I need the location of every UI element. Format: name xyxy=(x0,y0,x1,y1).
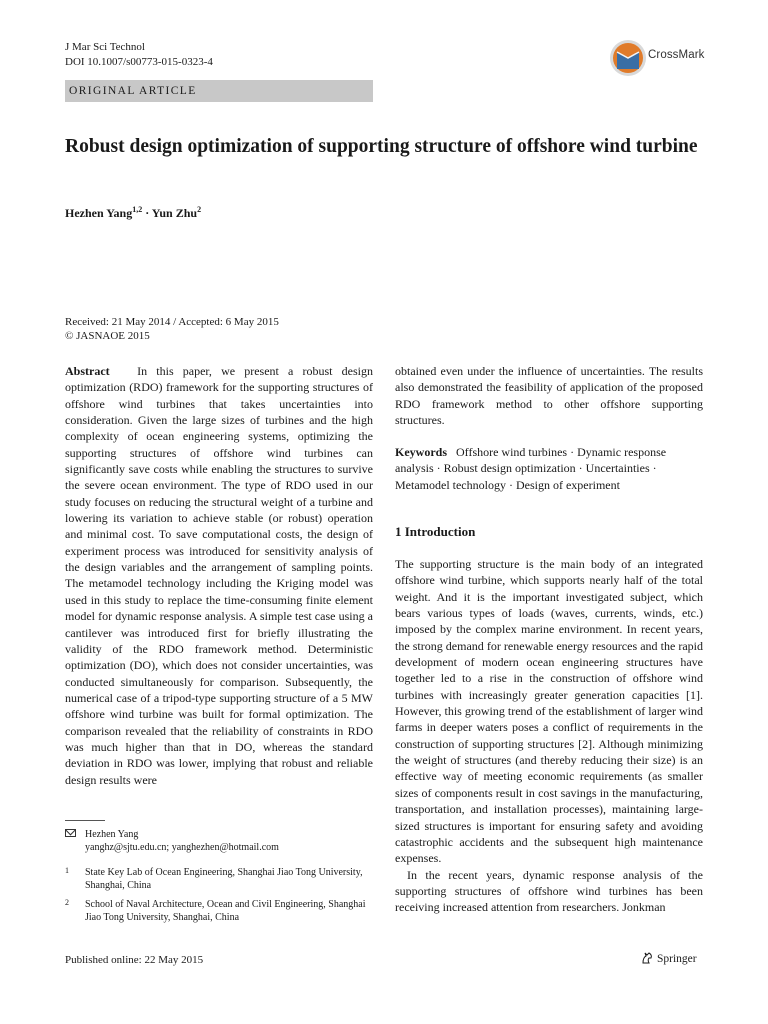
affiliation-text: State Key Lab of Ocean Engineering, Shanghai Jiao Tong University, Shanghai, China xyxy=(85,867,363,891)
affiliation-2 xyxy=(65,898,373,924)
footnote-divider xyxy=(65,820,105,821)
author-affiliation-marker: 2 xyxy=(197,205,202,214)
abstract xyxy=(65,363,373,788)
author-line xyxy=(65,205,201,221)
received-accepted: Received: 21 May 2014 / Accepted: 6 May 2015 xyxy=(65,316,279,328)
published-online: Published online: 22 May 2015 xyxy=(65,954,204,966)
abstract-text: In this paper, we present a robust design optimization (RDO) framework for the supporting structures of offshore wind turbines that takes uncertainties into consideration. Given the large sizes of turbines and the high complexity of ocean engineering systems, optimizing the supporting structures of offshore wind turbines can significantly save costs while enabling the structures to survive the severe ocean environment. The type of RDO used in our study focuses on reducing the structural weight of a turbine and lowering its variation to achieve stable (or robust) operation and minimal cost. To save computational costs, the design of experiment process was introduced for sensitivity analysis of the design variables and the arrangement of sampling points. The metamodel technology including the Kriging model was used in this study to replace the time-consuming finite element model for dynamic response analysis. A simple test case using a cantilever was introduced first for briefly illustrating the validity of the RDO framework method. Deterministic optimization (DO), which does not consider uncertainties, was conducted simultaneously for comparison. Subsequently, the numerical case of a tripod-type supporting structure of a 5 MW offshore wind turbine was built for formal optimization. The comparison revealed that the reliability of constraints in RDO was much higher than that in DO, whereas the standard deviation in RDO was lower, implying that robust and reliable design results were xyxy=(65,364,373,787)
section-heading: 1 Introduction xyxy=(395,524,476,539)
author-separator: · xyxy=(142,206,152,220)
author-emails[interactable]: yanghz@sjtu.edu.cn; yanghezhen@hotmail.com xyxy=(85,842,279,853)
corresponding-author-name: Hezhen Yang xyxy=(85,829,139,840)
author-name[interactable]: Yun Zhu xyxy=(151,206,198,220)
affiliation-text: School of Naval Architecture, Ocean and Civil Engineering, Shanghai Jiao Tong University, Shanghai, China xyxy=(85,899,366,923)
springer-horse-icon xyxy=(640,951,654,965)
journal-header xyxy=(65,40,213,70)
crossmark-icon xyxy=(608,38,648,78)
article-title: Robust design optimization of supporting structure of offshore wind turbine xyxy=(65,136,698,157)
abstract-continued xyxy=(395,363,703,428)
paragraph: The supporting structure is the main body of an integrated offshore wind turbine, which supports nearly half of the total weight. And it is the important investigated subject, which bears various types of loads (waves, currents, winds, etc.) imposed by the complex marine environment. In recent years, the strong demand for renewable energy resources and the rapid development of modern ocean engineering structures have together led to a rise in the construction of offshore wind turbines with increasingly greater generation capacities [1]. However, this growing trend of the establishment of larger wind farms in deeper waters poses a conflict of requirements in the construction of supporting structures [2]. Although minimizing the weight of structures (and thereby reducing their size) is an effective way of meeting economic requirements (as smaller sizes of components result in cost savings in the manufacturing, transportation, and installation processes), maintaining large-sized structures is important for ensuring safety and avoiding catastrophic accidents and the subsequent high maintenance expenses. xyxy=(395,557,703,866)
introduction-body xyxy=(395,556,703,916)
copyright: © JASNAOE 2015 xyxy=(65,330,150,342)
affiliation-number: 2 xyxy=(65,898,69,907)
keywords-label: Keywords xyxy=(395,445,447,459)
article-dates xyxy=(65,315,465,343)
envelope-icon xyxy=(65,829,76,837)
keywords xyxy=(395,444,703,493)
affiliation-number: 1 xyxy=(65,866,69,875)
doi[interactable]: DOI 10.1007/s00773-015-0323-4 xyxy=(65,56,213,68)
journal-name: J Mar Sci Technol xyxy=(65,41,145,53)
publisher-name: Springer xyxy=(657,953,697,965)
keywords-text: Offshore wind turbines · Dynamic response analysis · Robust design optimization · Uncertainties · Metamodel technology · Design of experiment xyxy=(395,445,667,492)
paragraph: In the recent years, dynamic response analysis of the supporting structures of offshore wind turbines has been receiving increased attention from researchers. Jonkman xyxy=(395,867,703,915)
article-type-band: ORIGINAL ARTICLE xyxy=(65,80,373,102)
publisher-logo xyxy=(640,951,697,965)
crossmark-badge[interactable] xyxy=(608,38,718,78)
affiliation-1 xyxy=(65,866,373,892)
abstract-text-continued: obtained even under the influence of uncertainties. The results also demonstrated the feasibility of application of the proposed RDO framework method to other offshore supporting structures. xyxy=(395,364,703,428)
corresponding-author-note xyxy=(65,828,373,854)
abstract-label: Abstract xyxy=(65,364,110,378)
author-name[interactable]: Hezhen Yang xyxy=(65,206,133,220)
author-affiliation-marker: 1,2 xyxy=(132,205,143,214)
crossmark-label: CrossMark xyxy=(648,49,705,61)
